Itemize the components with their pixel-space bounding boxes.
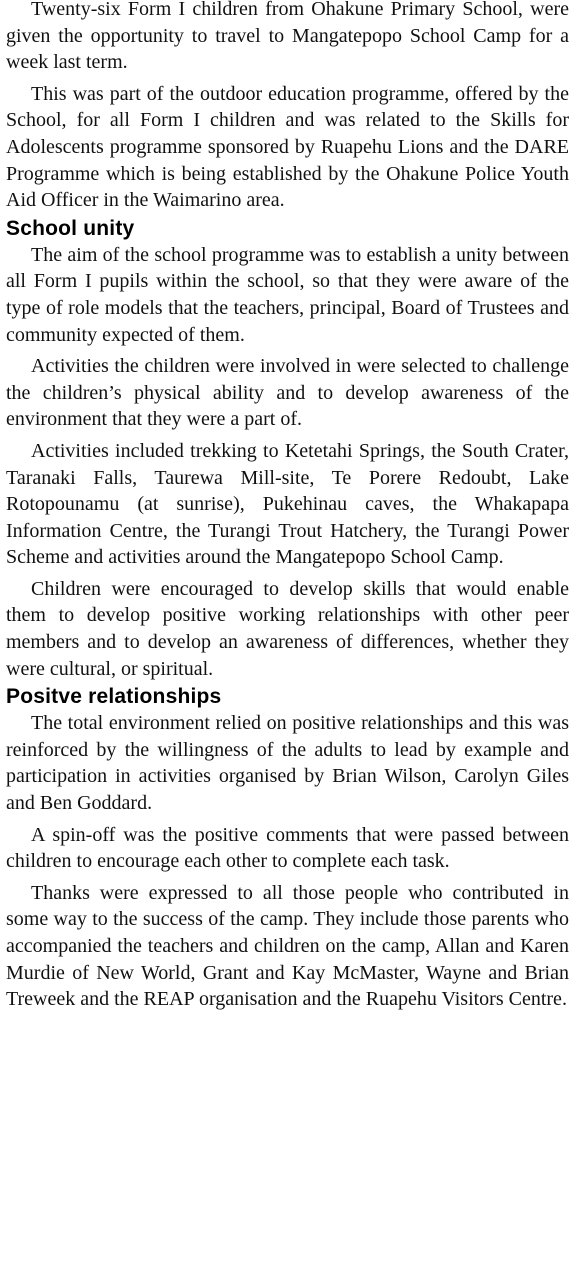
paragraph-activities-list: Activities included trekking to Ketetahi Springs, the South Crater, Taranaki Falls, Taurewa Mill-site, Te Porere Redoubt, Lake Rotopounamu (at sunrise), Pukehinau caves, the Whakapapa Information Centre, the Turangi Trout Hatchery, the Turangi Power Scheme and activities around the Mangatepopo School Camp.: [6, 439, 569, 569]
paragraph-programme: This was part of the outdoor education programme, offered by the School, for all Form I children and was related to the Skills for Adolescents programme sponsored by Ruapehu Lions and the DARE Programme which is being established by the Ohakune Police Youth Aid Officer in the Waimarino area.: [6, 82, 569, 212]
paragraph-activities-selected: Activities the children were involved in were selected to challenge the children’s physical ability and to develop awareness of the environment that they were a part of.: [6, 355, 569, 431]
paragraph-intro: Twenty-six Form I children from Ohakune Primary School, were given the opportunity to travel to Mangatepopo School Camp for a week last term.: [6, 0, 569, 74]
paragraph-environment: The total environment relied on positive relationships and this was reinforced by the willingness of the adults to lead by example and participation in activities organised by Brian Wilson, Carolyn Giles and Ben Goddard.: [6, 712, 569, 815]
paragraph-thanks: Thanks were expressed to all those people who contributed in some way to the success of the camp. They include those parents who accompanied the teachers and children on the camp, Allan and Karen Murdie of New World, Grant and Kay McMaster, Wayne and Brian Treweek and the REAP organisation and the Ruapehu Visitors Centre.: [6, 881, 569, 1011]
section-heading-school-unity: School unity: [6, 216, 135, 240]
paragraph-skills: Children were encouraged to develop skills that would enable them to develop positive working relationships with other peer members and to develop an awareness of differences, whether they were cultural, or spiritual.: [6, 577, 569, 680]
newspaper-article: [6, 0, 569, 1018]
paragraph-aim: The aim of the school programme was to establish a unity between all Form I pupils within the school, so that they were aware of the type of role models that the teachers, principal, Board of Trustees and community expected of them.: [6, 243, 569, 346]
section-heading-positive-relationships: Positve relationships: [6, 685, 222, 709]
paragraph-spin-off: A spin-off was the positive comments that were passed between children to encourage each other to complete each task.: [6, 823, 569, 873]
